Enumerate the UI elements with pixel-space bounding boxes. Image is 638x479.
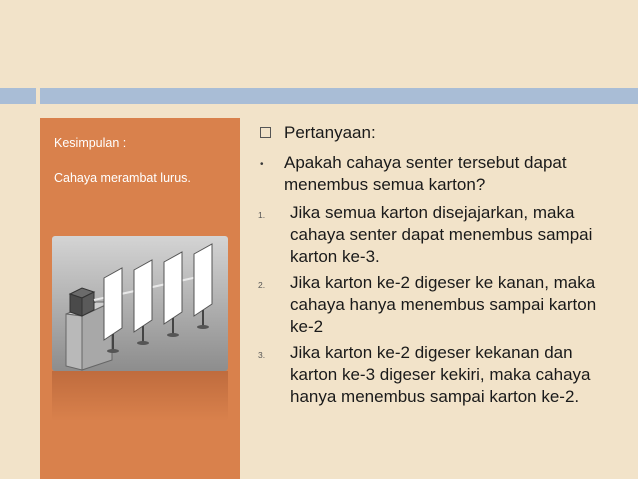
item-number: 2. [258,280,266,290]
answer-text: Jika karton ke-2 digeser ke kanan, maka cahaya hanya menembus sampai karton ke-2 [290,273,597,336]
square-bullet-icon [260,127,271,138]
answer-item [258,342,618,408]
conclusion-title: Kesimpulan : [54,136,127,150]
conclusion-text: Cahaya merambat lurus. [54,171,191,185]
answer-text: Jika karton ke-2 digeser kekanan dan karton ke-3 digeser kekiri, maka cahaya hanya menembus sampai karton ke-2. [290,343,591,406]
answer-text: Jika semua karton disejajarkan, maka cahaya senter dapat menembus sampai karton ke-3. [290,203,593,266]
question-heading: Pertanyaan: [284,123,376,142]
item-number: 3. [258,350,266,360]
question-section [258,122,618,408]
card-4 [194,244,212,329]
question-row [258,152,618,196]
question-heading-row [258,122,618,144]
illustration-reflection [52,371,228,421]
answer-item [258,272,618,338]
question-text: Apakah cahaya senter tersebut dapat menembus semua karton? [284,153,567,194]
table-leg-left [66,314,82,370]
experiment-illustration [52,236,228,371]
dot-bullet-icon: • [260,159,264,170]
flashlight-side [70,294,82,316]
item-number: 1. [258,210,266,220]
header-accent-right [40,88,638,104]
conclusion-panel [40,118,240,479]
header-accent-left [0,88,40,104]
header-accent-bar [0,88,638,104]
card-3 [164,252,182,337]
answer-item [258,202,618,268]
card-2 [134,260,152,345]
experiment-drawing [52,236,228,371]
